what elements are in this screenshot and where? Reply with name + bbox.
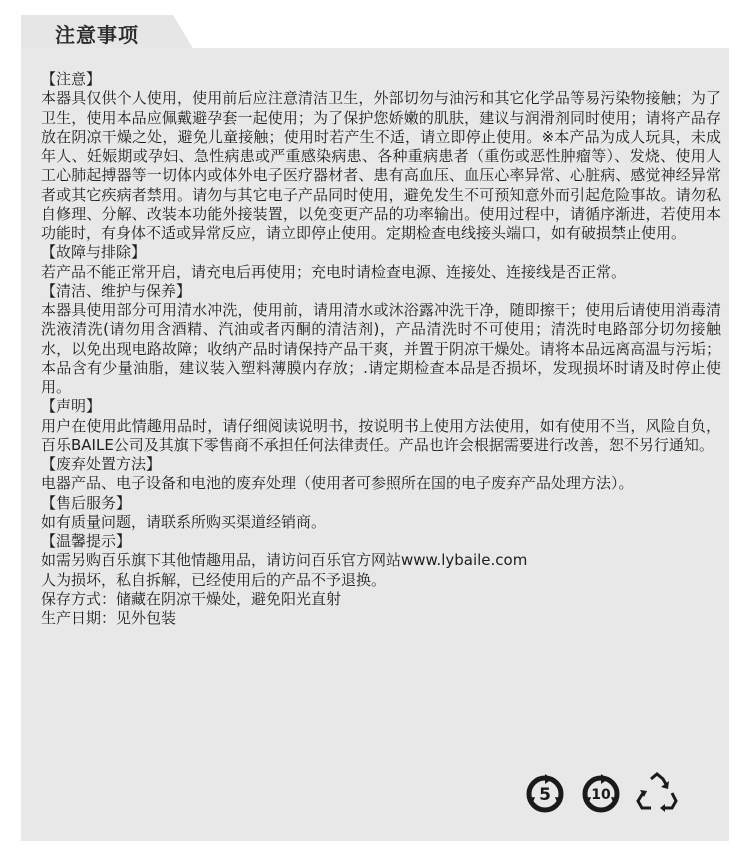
section-body: 用户在使用此情趣用品时，请仔细阅读说明书，按说明书上使用方法使用，如有使用不当，风险自负，百乐BAILE公司及其旗下零售商不承担任何法律责任。产品也许会根据需要进行改善，恕不另行通知。 — [41, 416, 721, 454]
efup-5-icon — [522, 771, 568, 817]
tips-date-line: 生产日期：见外包装 — [41, 609, 177, 627]
section-body: 本器具使用部分可用清水冲洗，使用前，请用清水或沐浴露冲洗干净，随即擦干；使用后请使用消毒清洗液清洗(请勿用含酒精、汽油或者丙酮的清洁剂)，产品清洗时不可使用；清洗时电路部分切勿接触水，以免出现电路故障；收纳产品时请保持产品干爽，并置于阴凉干燥处。请将本品远离高温与污垢；本品含有少量油脂，建议装入塑料薄膜内存放；.请定期检查本品是否损坏，发现损坏时请及时停止使用。 — [41, 301, 721, 396]
section-body: 如有质量问题，请联系所购买渠道经销商。 — [41, 512, 327, 531]
page-title: 注意事项 — [55, 23, 139, 47]
section-heading: 【故障与排除】 — [41, 243, 147, 262]
efup-10-label: 10 — [591, 787, 611, 803]
efup-10-icon — [578, 771, 624, 817]
section-heading: 【售后服务】 — [41, 493, 132, 512]
section-body: 电器产品、电子设备和电池的废弃处理（使用者可参照所在国的电子废弃产品处理方法）。 — [41, 474, 634, 493]
section-heading: 【清洁、维护与保养】 — [41, 281, 192, 300]
section-body: 本器具仅供个人使用，使用前后应注意清洁卫生，外部切勿与油污和其它化学品等易污染物接触；为了卫生，使用本品应佩戴避孕套一起使用；为了保护您娇嫩的肌肤，建议与润滑剂同时使用；请将产品存放在阴凉干燥之处，避免儿童接触；使用时若产生不适，请立即停止使用。※本产品为成人玩具，未成年人、妊娠期或孕妇、急性病患或严重感染病患、各种重病患者（重伤或恶性肿瘤等）、发烧、使用人工心肺起搏器等一切体内或体外电子医疗器材者、患有高血压、血压心率异常、心脏病、感觉神经异常者或其它疾病者禁用。请勿与其它电子产品同时使用，避免发生不可预知意外而引起危险事故。请勿私自修理、分解、改装本功能外接装置，以免变更产品的功率输出。使用过程中，请循序渐进，若使用本功能时，有身体不适或异常反应，请立即停止使用。定期检查电线接头端口，如有破损禁止使用。 — [41, 89, 721, 242]
tips-return-line: 人为损坏，私自拆解，已经使用后的产品不予退换。 — [41, 570, 387, 589]
section-heading: 【注意】 — [41, 70, 102, 88]
tips-heading: 【温馨提示】 — [41, 532, 132, 550]
tips-storage-line: 保存方式：储藏在阴凉干燥处，避免阳光直射 — [41, 589, 342, 608]
tips-website-line: 如需另购百乐旗下其他情趣用品，请访问百乐官方网站www.lybaile.com — [41, 551, 528, 570]
efup-5-label: 5 — [539, 785, 551, 805]
section-heading: 【废弃处置方法】 — [41, 455, 162, 473]
notice-content — [41, 70, 721, 628]
section-body: 若产品不能正常开启，请充电后再使用；充电时请检查电源、连接处、连接线是否正常。 — [41, 262, 627, 281]
recycle-icon — [634, 771, 680, 817]
section-heading: 【声明】 — [41, 397, 102, 416]
